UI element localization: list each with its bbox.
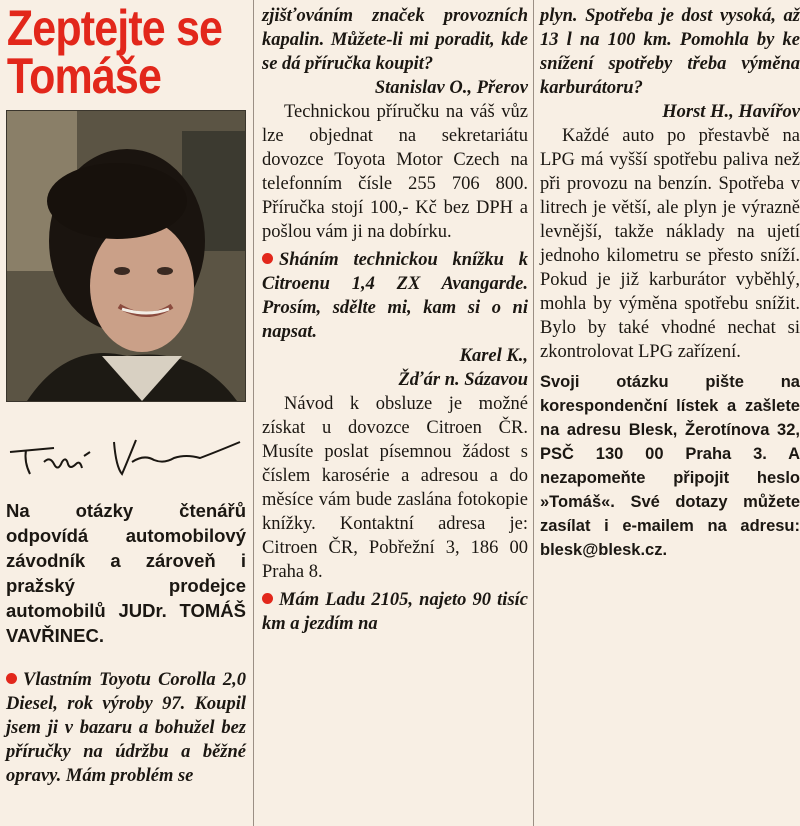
column-right xyxy=(540,0,800,562)
column-divider xyxy=(533,0,534,826)
red-dot-icon xyxy=(262,253,273,264)
author-photo xyxy=(6,110,246,402)
answer-2: Návod k obsluze je možné získat u dovozce Citroen ČR. Musíte poslat písemnou žádost s číslem karosérie a adresou a do měsíce vám bude zaslána fotokopie knížky. Kontaktní adresa je: Citroen ČR, Pobřežní 3, 186 00 Praha 8. xyxy=(262,394,528,582)
question-1-text: Vlastním Toyotu Corolla 2,0 Diesel, rok výroby 97. Koupil jsem ji v bazaru a bohužel bez příručky na údržbu a běžné opravy. Mám problém se xyxy=(6,670,246,786)
question-3-continued: plyn. Spotřeba je dost vysoká, až 13 l na 100 km. Pomohla by ke snížení spotřeby třeba výměna karburátoru? xyxy=(540,6,800,98)
answer-3: Každé auto po přestavbě na LPG má vyšší spotřebu paliva než při provozu na benzín. Spotřeba v litrech je větší, ale plyn je výrazně levnější, takže náklady na ujetí jednoho kilometru se přesto sníží. Pokud je již karburátor vyběhlý, mohla by výměna spotřebu snížit. Bylo by také vhodné nechat si zkontrolovat LPG zařízení. xyxy=(540,126,800,362)
article-title xyxy=(0,0,223,104)
question-2-signature-place: Žďár n. Sázavou xyxy=(398,370,528,390)
column-left xyxy=(0,0,248,786)
column-middle xyxy=(262,0,528,636)
question-2-text: Sháním technickou knížku k Citroenu 1,4 ZX Avangarde. Prosím, sdělte mi, kam si o ni napsat. xyxy=(262,250,528,342)
signature-icon xyxy=(4,412,244,482)
question-1-continued: zjišťováním značek provozních kapalin. Můžete-li mi poradit, kde se dá příručka koupit? xyxy=(262,6,528,74)
title-line-2: Tomáše xyxy=(6,48,162,104)
question-1-signature: Stanislav O., Přerov xyxy=(374,78,528,98)
author-portrait-icon xyxy=(7,111,245,401)
intro-text: Na otázky čtenářů odpovídá automobilový závodník a zároveň i pražský prodejce automobilů JUDr. TOMÁŠ VAVŘINEC. xyxy=(6,500,246,646)
red-dot-icon xyxy=(6,673,17,684)
question-3-start xyxy=(262,588,528,636)
question-2 xyxy=(262,248,528,344)
column-divider xyxy=(253,0,254,826)
question-3-text: Mám Ladu 2105, najeto 90 tisíc km a jezdím na xyxy=(262,590,528,634)
question-1-start xyxy=(6,668,246,788)
question-3-signature: Horst H., Havířov xyxy=(662,102,800,122)
title-line-1: Zeptejte se xyxy=(6,0,223,56)
question-2-signature-name: Karel K., xyxy=(459,346,528,366)
reader-instructions: Svoji otázku pište na korespondenční lístek a zašlete na adresu Blesk, Žerotínova 32, PSČ 130 00 Praha 3. A nezapomeňte připojit heslo »Tomáš«. Své dotazy můžete zasílat i e-mailem na adresu: blesk@blesk.cz. xyxy=(540,373,800,559)
red-dot-icon xyxy=(262,593,273,604)
answer-1: Technickou příručku na váš vůz lze objednat na sekretariátu dovozce Toyota Motor Czech na telefonním čísle 255 706 800. Příručka stojí 100,- Kč bez DPH a pošlou vám ji na dobírku. xyxy=(262,102,528,242)
